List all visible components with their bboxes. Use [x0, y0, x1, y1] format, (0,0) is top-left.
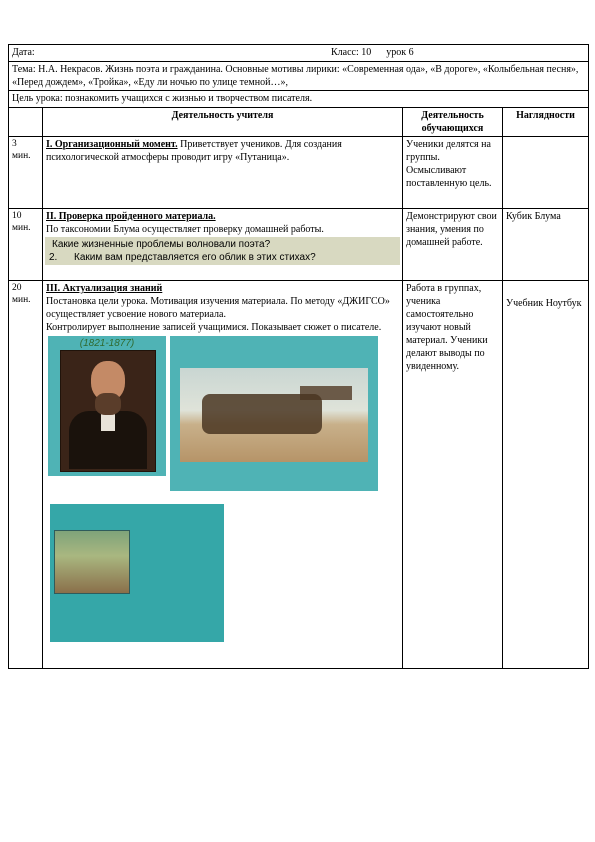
nekrasov-portrait-slide	[48, 336, 166, 476]
date-row	[9, 45, 589, 62]
portrait-years: (1821-1877)	[79, 338, 135, 349]
village-painting	[54, 530, 130, 594]
lesson-label: урок 6	[386, 47, 414, 58]
portrait-painting	[60, 350, 156, 472]
stage-teacher	[43, 281, 403, 669]
class-info	[331, 46, 414, 59]
stage-text: Приветствует учеников. Для создания психологической атмосферы проводит игру «Путаница».	[46, 139, 342, 163]
lesson-plan-table	[8, 44, 589, 669]
stage-aids-text: Учебник Ноутбук	[506, 298, 582, 309]
stage-title: I. Организационный момент.	[46, 139, 178, 150]
village-slide	[50, 504, 224, 642]
aids-column-header: Наглядности	[503, 108, 589, 137]
stage-text-1: Постановка цели урока. Мотивация изучения материала. По методу «ДЖИГСО» осуществляет усвоение нового материала.	[46, 296, 390, 320]
stage-time	[9, 209, 43, 281]
stage-teacher	[43, 137, 403, 209]
lesson-plan	[8, 44, 588, 669]
stage-students: Ученики делятся на группы. Осмысливают поставленную цель.	[403, 137, 503, 209]
class-label: Класс: 10	[331, 47, 372, 58]
stage-time-value: 20	[12, 283, 22, 293]
stage-row-1	[9, 137, 589, 209]
teacher-column-header: Деятельность учителя	[43, 108, 403, 137]
slides-area	[46, 334, 399, 634]
barge-haulers-slide	[170, 336, 378, 491]
stage-students-text: Работа в группах, ученика самостоятельно изучают новый материал. Ученики делают выводы по увиденному.	[406, 283, 488, 372]
stage-aids: Кубик Блума	[503, 209, 589, 281]
question-2	[49, 251, 396, 264]
students-column-header: Деятельность обучающихся	[403, 108, 503, 137]
stage-students	[403, 281, 503, 669]
topic-row	[9, 62, 589, 91]
stage-teacher	[43, 209, 403, 281]
stage-row-3	[9, 281, 589, 669]
barge-haulers-painting	[180, 368, 368, 462]
stage-aids	[503, 281, 589, 669]
question-2-number: 2.	[49, 252, 58, 263]
stage-time-unit: мин.	[12, 295, 31, 306]
stage-time	[9, 137, 43, 209]
topic-text: Тема: Н.А. Некрасов. Жизнь поэта и гражданина. Основные мотивы лирики: «Современная ода», «В дороге», «Колыбельная песня», «Перед дождем», «Тройка», «Еду ли ночью по улице темной…»,	[9, 62, 589, 91]
stage-title: III. Актуализация знаний	[46, 283, 163, 294]
painting-haulers	[202, 394, 322, 434]
portrait-beard	[95, 393, 121, 415]
stage-time-value: 10	[12, 211, 22, 221]
stage-time-unit: мин.	[12, 151, 31, 162]
stage-text: По таксономии Блума осуществляет проверку домашней работы.	[46, 224, 324, 235]
stage-students: Демонстрируют свои знания, умения по домашней работе.	[403, 209, 503, 281]
column-headers	[9, 108, 589, 137]
stage-title: II. Проверка пройденного материала.	[46, 211, 216, 222]
stage-time	[9, 281, 43, 669]
goal-text: Цель урока: познакомить учащихся с жизнью и творчеством писателя.	[9, 91, 589, 108]
goal-row	[9, 91, 589, 108]
question-list	[45, 237, 400, 265]
stage-time-value: 3	[12, 139, 17, 149]
stage-text-2: Контролирует выполнение записей учащимися. Показывает сюжет о писателе.	[46, 322, 382, 333]
question-1: Какие жизненные проблемы волновали поэта?	[52, 239, 271, 250]
question-2-text: Каким вам представляется его облик в этих стихах?	[74, 252, 316, 263]
stage-row-2	[9, 209, 589, 281]
stage-time-unit: мин.	[12, 223, 31, 234]
stage-aids	[503, 137, 589, 209]
date-label: Дата:	[12, 47, 35, 58]
